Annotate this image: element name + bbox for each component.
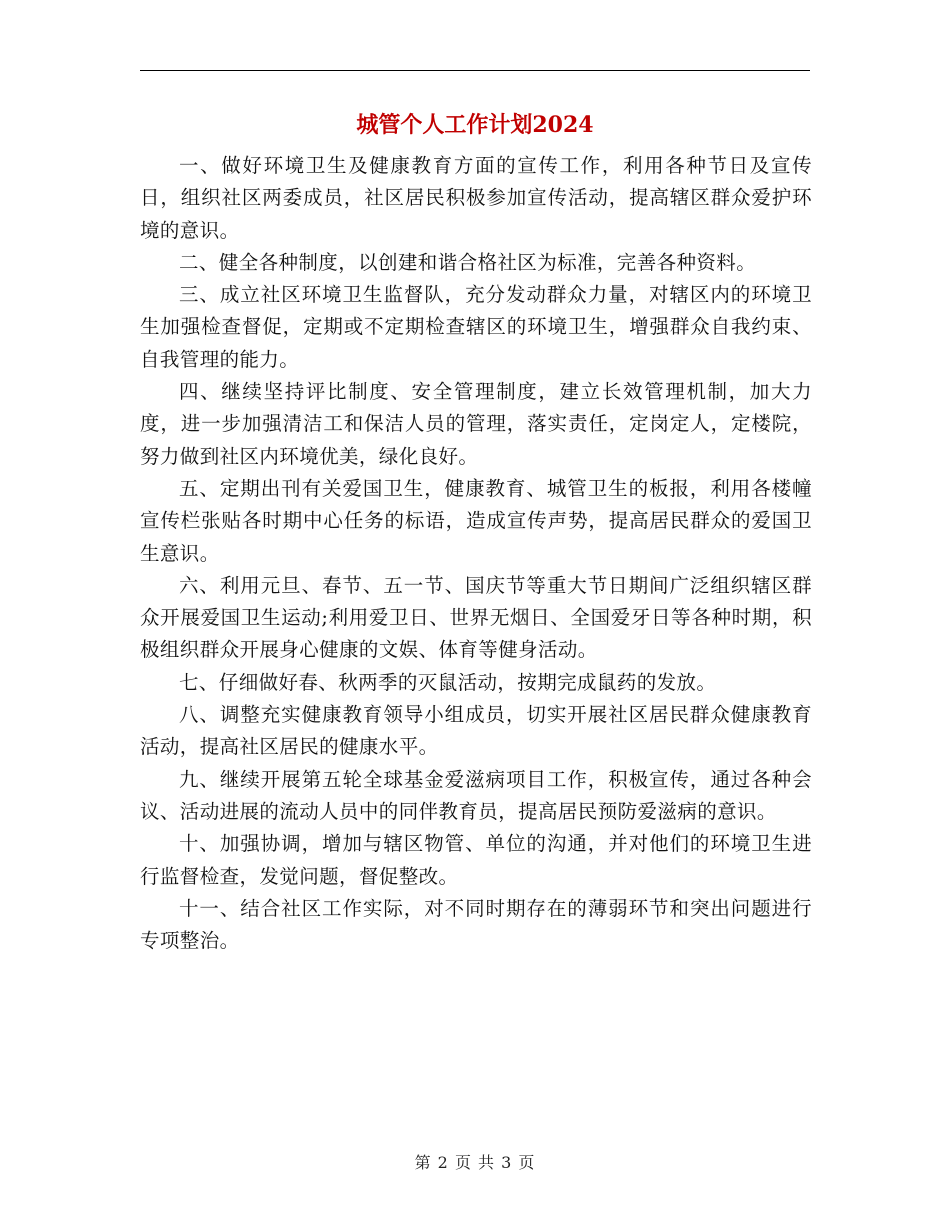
paragraph-8: 八、调整充实健康教育领导小组成员，切实开展社区居民群众健康教育活动，提高社区居民的健康水平。 — [140, 703, 812, 759]
paragraph-9: 九、继续开展第五轮全球基金爱滋病项目工作，积极宣传，通过各种会议、活动进展的流动人员中的同伴教育员，提高居民预防爱滋病的意识。 — [140, 767, 812, 823]
paragraph-2: 二、健全各种制度，以创建和谐合格社区为标准，完善各种资料。 — [179, 250, 757, 274]
page-number-footer: 第 2 页 共 3 页 — [414, 1153, 536, 1172]
paragraph-7: 七、仔细做好春、秋两季的灭鼠活动，按期完成鼠药的发放。 — [179, 670, 717, 694]
paragraph-5: 五、定期出刊有关爱国卫生，健康教育、城管卫生的板报，利用各楼幢宣传栏张贴各时期中心任务的标语，造成宣传声势，提高居民群众的爱国卫生意识。 — [140, 476, 812, 565]
paragraph-10: 十、加强协调，增加与辖区物管、单位的沟通，并对他们的环境卫生进行监督检查，发觉问题，督促整改。 — [140, 832, 812, 888]
paragraph-6: 六、利用元旦、春节、五一节、国庆节等重大节日期间广泛组织辖区群众开展爱国卫生运动;利用爱卫日、世界无烟日、全国爱牙日等各种时期，积极组织群众开展身心健康的文娱、体育等健身活动。 — [140, 573, 812, 662]
paragraph-11: 十一、结合社区工作实际，对不同时期存在的薄弱环节和突出问题进行专项整治。 — [140, 896, 812, 953]
paragraph-4: 四、继续坚持评比制度、安全管理制度，建立长效管理机制，加大力度，进一步加强清洁工和保洁人员的管理，落实责任，定岗定人，定楼院，努力做到社区内环境优美，绿化良好。 — [140, 380, 812, 468]
document-body — [140, 150, 812, 957]
paragraph-3: 三、成立社区环境卫生监督队，充分发动群众力量，对辖区内的环境卫生加强检查督促，定期或不定期检查辖区的环境卫生，增强群众自我约束、自我管理的能力。 — [140, 283, 812, 371]
document-title: 城管个人工作计划2024 — [356, 112, 594, 138]
header-rule — [140, 70, 810, 71]
paragraph-1: 一、做好环境卫生及健康教育方面的宣传工作，利用各种节日及宣传日，组织社区两委成员，社区居民积极参加宣传活动，提高辖区群众爱护环境的意识。 — [140, 154, 812, 242]
